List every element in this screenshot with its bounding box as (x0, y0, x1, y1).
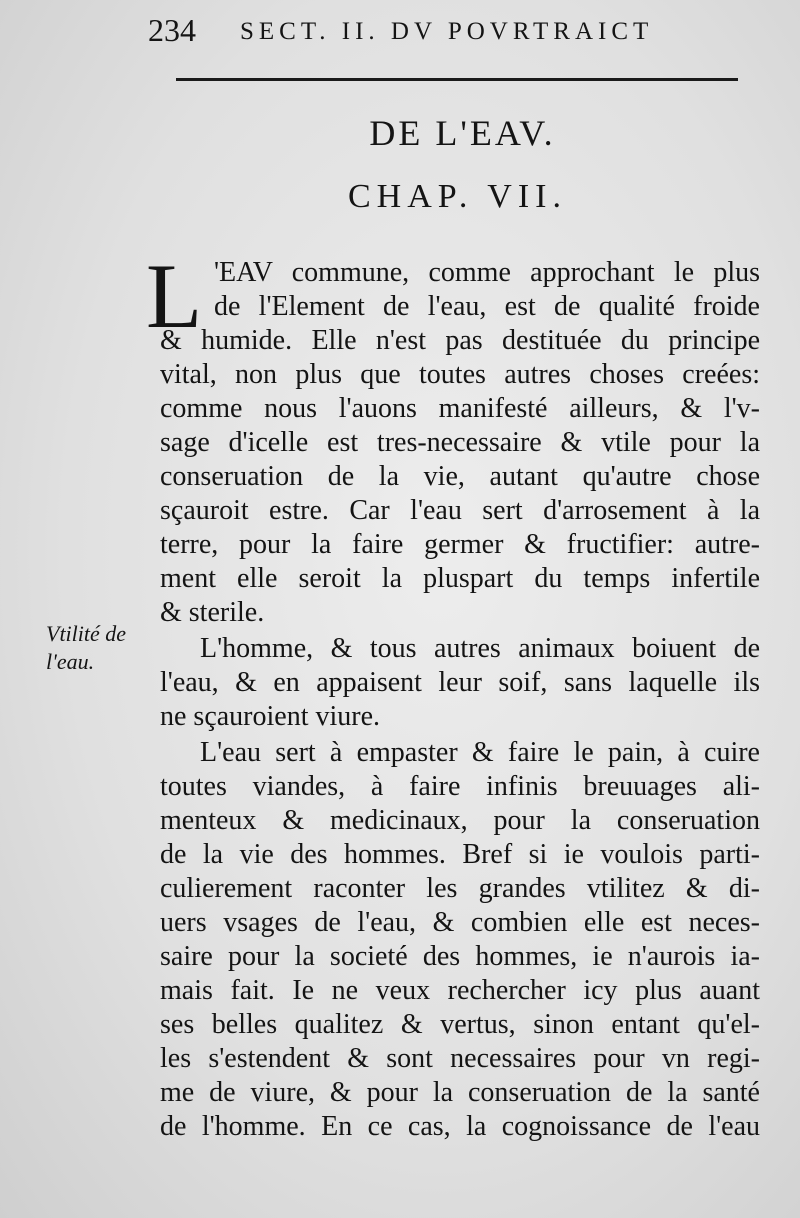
text-line: menteux & medicinaux, pour la conseruation (160, 805, 760, 836)
text-line: sçauroit estre. Car l'eau sert d'arrosement à la (160, 495, 760, 526)
text-line: toutes viandes, à faire infinis breuuages ali- (160, 771, 760, 802)
text-line: ses belles qualitez & vertus, sinon entant qu'el- (160, 1009, 760, 1040)
text-line: & humide. Elle n'est pas destituée du principe (160, 325, 760, 356)
text-line: mais fait. Ie ne veux rechercher icy plus auant (160, 975, 760, 1006)
text-line: de l'Element de l'eau, est de qualité froide (214, 291, 760, 322)
text-line: conseruation de la vie, autant qu'autre chose (160, 461, 760, 492)
text-line: ment elle seroit la pluspart du temps infertile (160, 563, 760, 594)
text-line: vital, non plus que toutes autres choses creées: (160, 359, 760, 390)
text-line: de la vie des hommes. Bref si ie voulois parti- (160, 839, 760, 870)
text-line: de l'homme. En ce cas, la cognoissance de l'eau (160, 1111, 760, 1142)
margin-note-line: l'eau. (46, 649, 95, 674)
text-line: & sterile. (160, 597, 265, 628)
text-line: me de viure, & pour la conseruation de la santé (160, 1077, 760, 1108)
text-line: l'eau, & en appaisent leur soif, sans laquelle ils (160, 667, 760, 698)
text-line: ne sçauroient viure. (160, 701, 381, 732)
text-line: L'eau sert à empaster & faire le pain, à cuire (200, 737, 760, 768)
text-line: terre, pour la faire germer & fructifier: autre- (160, 529, 760, 560)
running-head: SECT. II. DV POVRTRAICT (240, 18, 654, 45)
text-line: sage d'icelle est tres-necessaire & vtile pour la (160, 427, 760, 458)
margin-note-line: Vtilité de (46, 621, 127, 646)
text-line: 'EAV commune, comme approchant le plus (214, 257, 760, 288)
margin-note (46, 620, 146, 676)
section-title: DE L'EAV. (369, 113, 556, 153)
text-line: les s'estendent & sont necessaires pour vn regi- (160, 1043, 760, 1074)
chapter-title: CHAP. VII. (347, 178, 567, 215)
page-header (148, 12, 738, 52)
text-line: comme nous l'auons manifesté ailleurs, & l'v- (160, 393, 760, 424)
text-line: L'homme, & tous autres animaux boiuent de (200, 633, 760, 664)
page-number: 234 (148, 12, 196, 48)
text-line: saire pour la societé des hommes, ie n'aurois ia- (160, 941, 760, 972)
text-line: culierement raconter les grandes vtilitez & di- (160, 873, 760, 904)
drop-cap: L (146, 245, 203, 347)
text-line: uers vsages de l'eau, & combien elle est neces- (160, 907, 760, 938)
header-rule (176, 78, 738, 81)
